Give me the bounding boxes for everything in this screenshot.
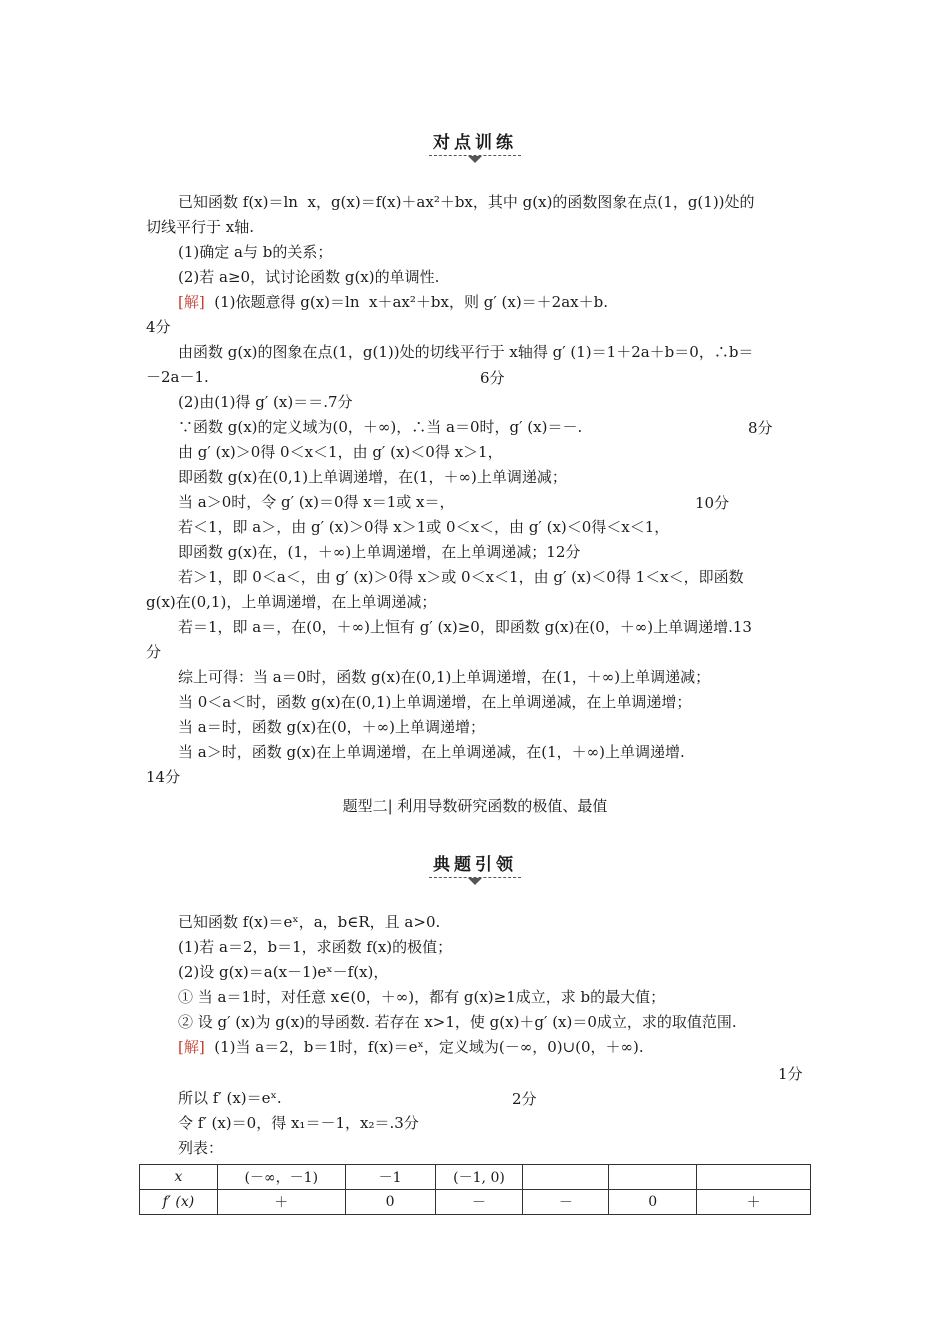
sign-table bbox=[139, 1164, 811, 1215]
problem1-line: (2)若 a≥0，试讨论函数 g(x)的单调性. bbox=[178, 268, 440, 286]
problem2-line: (2)设 g(x)＝a(x－1)eˣ－f(x)， bbox=[178, 963, 389, 981]
solution-line: 当 a＞时，函数 g(x)在上单调递增，在上单调递减，在(1，＋∞)上单调递增. bbox=[178, 743, 685, 761]
table-cell bbox=[523, 1165, 609, 1190]
table-row bbox=[140, 1190, 811, 1215]
problem1-line: 切线平行于 x轴. bbox=[146, 218, 254, 236]
solution-line: (2)由(1)得 g′ (x)＝＝.7分 bbox=[178, 393, 353, 411]
solution-line: 即函数 g(x)在(0,1)上单调递增，在(1，＋∞)上单调递减； bbox=[178, 468, 567, 486]
solution-line: g(x)在(0,1)，上单调递增，在上单调递减； bbox=[146, 593, 437, 611]
section-heading-practice bbox=[0, 128, 950, 163]
table-cell: ＋ bbox=[217, 1190, 345, 1215]
solution-line: 列表： bbox=[178, 1139, 224, 1157]
solution-line: 当 0＜a＜时，函数 g(x)在(0,1)上单调递增，在上单调递减，在上单调递增； bbox=[178, 693, 692, 711]
score-label: 2分 bbox=[512, 1090, 537, 1108]
problem2-line: 已知函数 f(x)＝eˣ，a，b∈R，且 a>0. bbox=[178, 913, 441, 931]
score-label: 分 bbox=[146, 643, 162, 661]
solution-line: 若＞1，即 0＜a＜，由 g′ (x)＞0得 x＞或 0＜x＜1，由 g′ (x)＜0得 1＜x＜，即函数 bbox=[178, 568, 744, 586]
table-cell: 0 bbox=[345, 1190, 435, 1215]
score-label: 6分 bbox=[480, 369, 505, 387]
table-cell: (－∞，－1) bbox=[217, 1165, 345, 1190]
table-cell: －1 bbox=[345, 1165, 435, 1190]
section-heading-example bbox=[0, 850, 950, 885]
table-row bbox=[140, 1165, 811, 1190]
table-cell bbox=[609, 1165, 697, 1190]
solution-text: (1)依题意得 g(x)＝ln x＋ax²＋bx，则 g′ (x)＝＋2ax＋b. bbox=[204, 293, 608, 311]
score-label: 10分 bbox=[695, 494, 730, 512]
table-cell: － bbox=[435, 1190, 523, 1215]
heading-triangle-icon bbox=[468, 156, 482, 163]
problem2-line: ① 当 a＝1时，对任意 x∈(0，＋∞)，都有 g(x)≥1成立，求 b的最大值； bbox=[178, 988, 666, 1006]
solution-line: 所以 f′ (x)＝eˣ. bbox=[178, 1089, 282, 1107]
solution-tag: [解] bbox=[178, 1038, 205, 1056]
table-cell: 0 bbox=[609, 1190, 697, 1215]
heading-text: 典题引领 bbox=[429, 850, 521, 878]
solution-tag: [解] bbox=[178, 293, 205, 311]
problem2-line: (1)若 a＝2，b＝1，求函数 f(x)的极值； bbox=[178, 938, 453, 956]
table-cell bbox=[697, 1165, 811, 1190]
solution-line: 若＜1，即 a＞，由 g′ (x)＞0得 x＞1或 0＜x＜，由 g′ (x)＜0得＜x＜1， bbox=[178, 518, 670, 536]
solution-line bbox=[178, 292, 608, 312]
score-label: 8分 bbox=[748, 419, 773, 437]
solution-line: 当 a＞0时，令 g′ (x)＝0得 x＝1或 x＝， bbox=[178, 493, 455, 511]
problem2-line: ② 设 g′ (x)为 g(x)的导函数. 若存在 x>1，使 g(x)＋g′ (x)＝0成立，求的取值范围. bbox=[178, 1013, 737, 1031]
score-label: 1分 bbox=[778, 1065, 803, 1083]
problem1-line: (1)确定 a与 b的关系； bbox=[178, 243, 333, 261]
solution-line: 令 f′ (x)＝0，得 x₁＝－1，x₂＝.3分 bbox=[178, 1114, 419, 1132]
solution-line: 若＝1，即 a＝，在(0，＋∞)上恒有 g′ (x)≥0，即函数 g(x)在(0，＋∞)上单调递增.13 bbox=[178, 618, 752, 636]
solution-text: (1)当 a＝2，b＝1时，f(x)＝eˣ，定义域为(－∞，0)∪(0，＋∞). bbox=[204, 1038, 644, 1056]
solution-line: －2a－1. bbox=[146, 368, 209, 386]
score-label: 4分 bbox=[146, 318, 171, 336]
table-cell: － bbox=[523, 1190, 609, 1215]
table-cell: f′ (x) bbox=[140, 1190, 218, 1215]
heading-text: 对点训练 bbox=[429, 128, 521, 156]
solution-line: 由 g′ (x)＞0得 0＜x＜1，由 g′ (x)＜0得 x＞1， bbox=[178, 443, 503, 461]
table-cell: (－1, 0) bbox=[435, 1165, 523, 1190]
solution-line: 综上可得：当 a＝0时，函数 g(x)在(0,1)上单调递增，在(1，＋∞)上单调递减； bbox=[178, 668, 711, 686]
score-label: 14分 bbox=[146, 768, 181, 786]
solution-line: 当 a＝时，函数 g(x)在(0，＋∞)上单调递增； bbox=[178, 718, 485, 736]
solution-line: 即函数 g(x)在，(1，＋∞)上单调递增，在上单调递减；12分 bbox=[178, 543, 581, 561]
solution-line: 由函数 g(x)的图象在点(1，g(1))处的切线平行于 x轴得 g′ (1)＝1＋2a＋b＝0，∴b＝ bbox=[178, 343, 754, 361]
type-title: 题型二| 利用导数研究函数的极值、最值 bbox=[342, 797, 608, 815]
problem1-line: 已知函数 f(x)＝ln x，g(x)＝f(x)＋ax²＋bx，其中 g(x)的函数图象在点(1，g(1))处的 bbox=[178, 193, 755, 211]
heading-triangle-icon bbox=[468, 878, 482, 885]
solution-line: ∵函数 g(x)的定义域为(0，＋∞)，∴当 a＝0时，g′ (x)＝－. bbox=[178, 418, 583, 436]
table-cell: ＋ bbox=[697, 1190, 811, 1215]
table-cell: x bbox=[140, 1165, 218, 1190]
solution-line bbox=[178, 1037, 644, 1057]
